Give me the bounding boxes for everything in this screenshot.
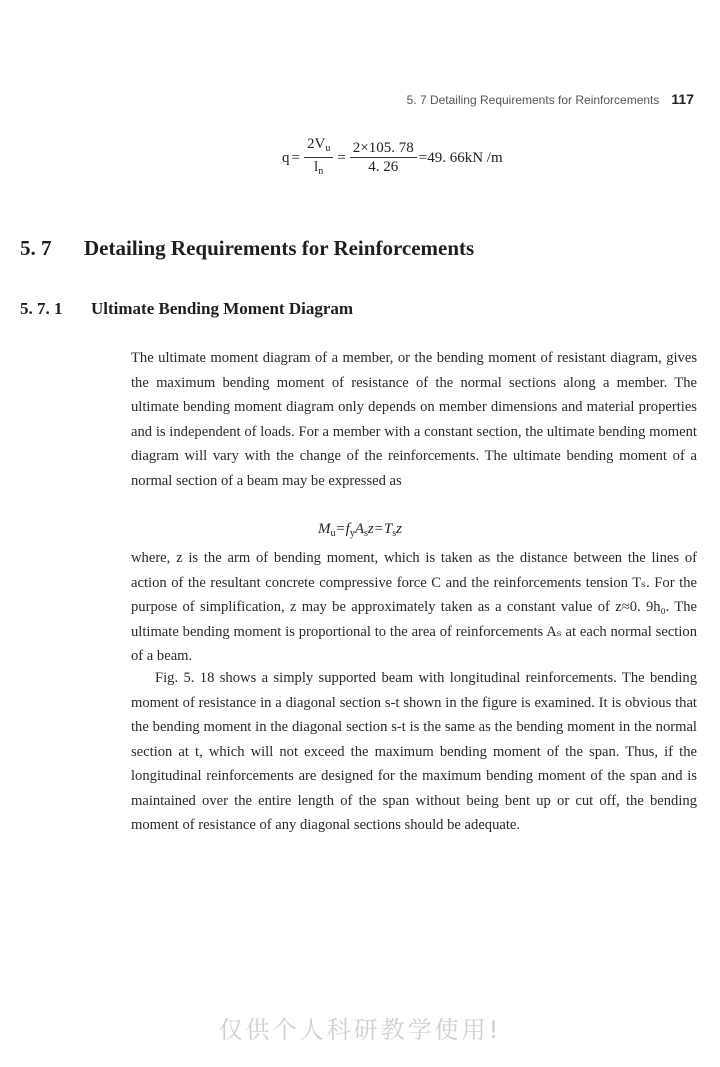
paragraph-3: Fig. 5. 18 shows a simply supported beam with longitudinal reinforcements. The bending moment of resistance in a diagonal section s-t shown in the figure is examined. It is obvious that the bending moment in the diagonal section s-t is the same as the bending moment in the normal section at t, which will not exceed the maximum bending moment of the span. Thus, if the longitudinal reinforcements are designed for the maximum bending moment of the span and is maintained over the entire length of the span without being bent up or cut off, the bending moment of resistance of any diagonal sections should be adequate. [131,670,697,833]
subsection-number: 5. 7. 1 [20,299,63,318]
watermark: 仅供个人科研教学使用! [218,1016,502,1044]
fraction-2vu-over-ln: $\frac{2V_u}{l_n}$ [304,136,333,181]
formula-result: =49. 66kN /m [418,149,503,166]
subsection-heading [20,299,353,319]
paragraph-2: where, z is the arm of bending moment, which is taken as the distance between the lines of action of the resultant concrete compressive force C and the reinforcements tension Tₛ. For the purpose of simplification, z may be approximately taken as a constant value of z≈0. 9h₀. The ultimate bending moment is proportional to the area of reinforcements Aₛ at each normal section of a beam. [131,550,697,664]
moment-formula: $M_u=f_yA_sz=T_sz$ [318,521,402,539]
running-header [407,91,694,107]
subsection-title: Ultimate Bending Moment Diagram [91,299,354,318]
page-number: 117 [671,91,694,107]
formula-lhs: q [282,149,290,166]
section-number: 5. 7 [20,236,52,260]
load-formula: q = $\frac{2V_u}{l_n}$ = $\frac{2\times 105. 78}{4. 26}$ =49. 66kN /m [282,134,503,182]
section-title: Detailing Requirements for Reinforcements [84,236,475,260]
section-heading [20,236,474,261]
paragraph-1: The ultimate moment diagram of a member, or the bending moment of resistant diagram, gives the maximum bending moment of resistance of the normal sections along a member. The ultimate bending moment diagram only depends on member dimensions and material properties and is independent of loads. For a member with a constant section, the ultimate bending moment diagram will vary with the change of the reinforcements. The ultimate bending moment of a normal section of a beam may be expressed as [131,350,697,489]
running-header-title: 5. 7 Detailing Requirements for Reinforcements [406,93,660,107]
fraction-numeric: $\frac{2\times 105. 78}{4. 26}$ [350,140,417,176]
